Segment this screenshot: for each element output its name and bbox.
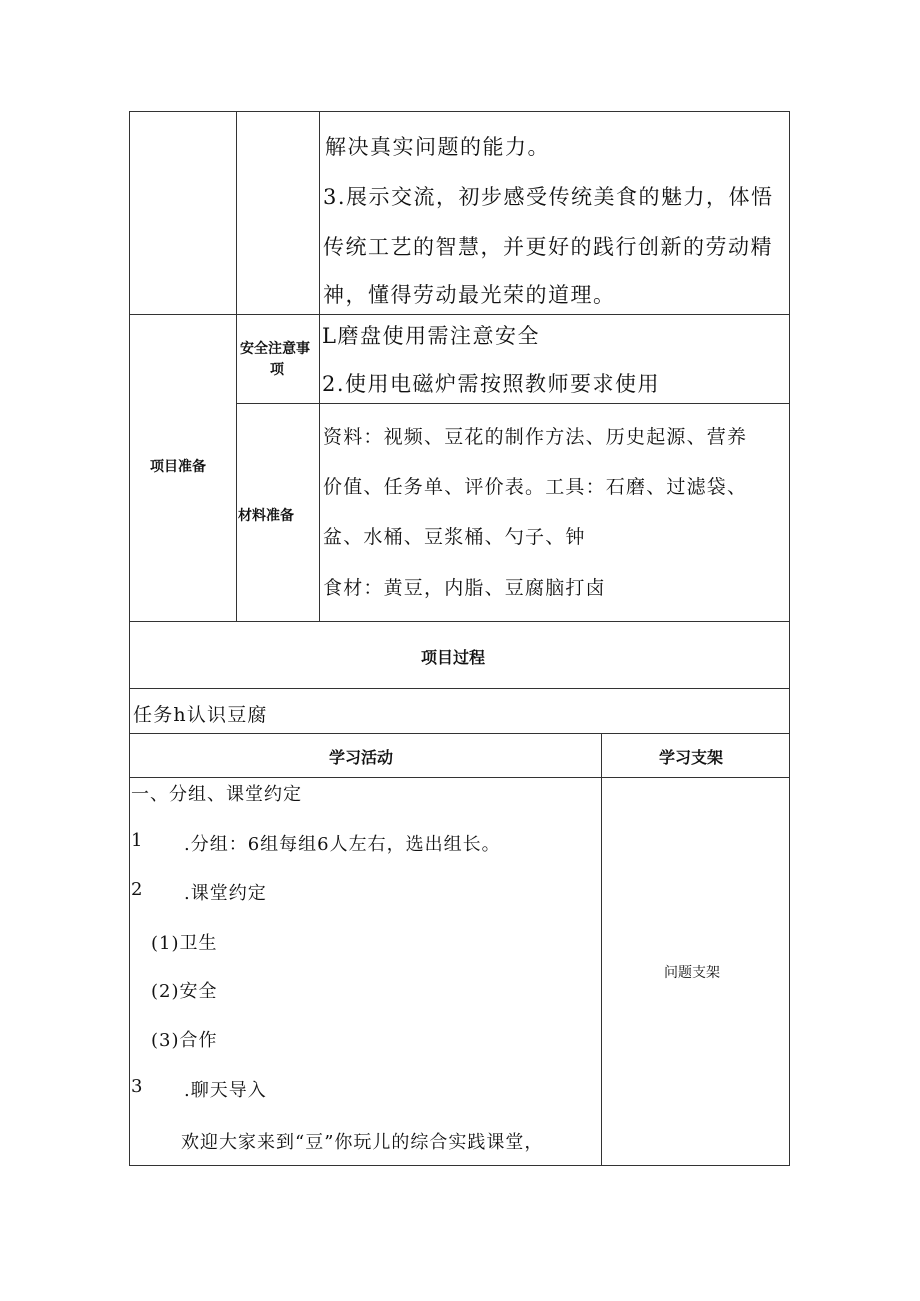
- row-divider-prep: [129, 621, 790, 622]
- col-header-scaffold: 学习支架: [659, 748, 724, 767]
- row-divider-col-headers: [129, 777, 790, 778]
- materials-label: 材料准备: [238, 508, 294, 524]
- col-divider-scaffold: [601, 733, 602, 1166]
- activity-rule-1: (1)卫生: [151, 933, 218, 954]
- materials-line-3: 盆、水桶、豆浆桶、勺子、钟: [323, 526, 586, 548]
- table-bottom-border: [129, 1165, 790, 1166]
- objective-line-2: 3.展示交流，初步感受传统美食的魅力，体悟: [323, 185, 774, 209]
- safety-item-2: 2.使用电磁炉需按照教师要求使用: [322, 372, 661, 396]
- table-left-border: [129, 111, 130, 1166]
- safety-item-1: L磨盘使用需注意安全: [322, 324, 540, 348]
- table-right-border: [789, 111, 790, 1166]
- objective-line-4: 神，懂得劳动最光荣的道理。: [323, 283, 616, 307]
- safety-label-line-1: 安全注意事: [240, 341, 310, 357]
- prep-label: 项目准备: [150, 459, 206, 475]
- materials-line-2: 价值、任务单、评价表。工具：石磨、过滤袋、: [323, 476, 748, 498]
- activity-rule-3: (3)合作: [151, 1030, 218, 1051]
- activity-1-number: 1: [131, 830, 144, 851]
- objective-line-3: 传统工艺的智慧，并更好的践行创新的劳动精: [323, 235, 773, 259]
- task-title: 任务h认识豆腐: [133, 704, 268, 726]
- activity-heading: 一、分组、课堂约定: [131, 784, 302, 805]
- safety-label-line-2: 项: [270, 362, 284, 378]
- activity-1-text: .分组：6组每组6人左右，选出组长。: [184, 834, 501, 855]
- table-top-border: [129, 111, 790, 112]
- activity-intro-text: 欢迎大家来到“豆”你玩儿的综合实践课堂，: [181, 1132, 544, 1153]
- scaffold-value: 问题支架: [664, 965, 720, 981]
- row-divider-objectives: [129, 314, 790, 315]
- row-divider-process-title: [129, 688, 790, 689]
- col-divider-1: [236, 111, 237, 622]
- process-title: 项目过程: [421, 648, 486, 667]
- activity-2-text: .课堂约定: [184, 883, 267, 904]
- row-divider-task: [129, 733, 790, 734]
- activity-3-number: 3: [131, 1076, 144, 1097]
- materials-line-4: 食材：黄豆，内脂、豆腐脑打卤: [323, 577, 606, 599]
- activity-3-text: .聊天导入: [184, 1080, 267, 1101]
- activity-rule-2: (2)安全: [151, 981, 218, 1002]
- col-header-activity: 学习活动: [329, 748, 394, 767]
- materials-line-1: 资料：视频、豆花的制作方法、历史起源、营养: [323, 426, 748, 448]
- activity-2-number: 2: [131, 879, 144, 900]
- objective-line-1: 解决真实问题的能力。: [325, 135, 550, 159]
- col-divider-2: [319, 111, 320, 622]
